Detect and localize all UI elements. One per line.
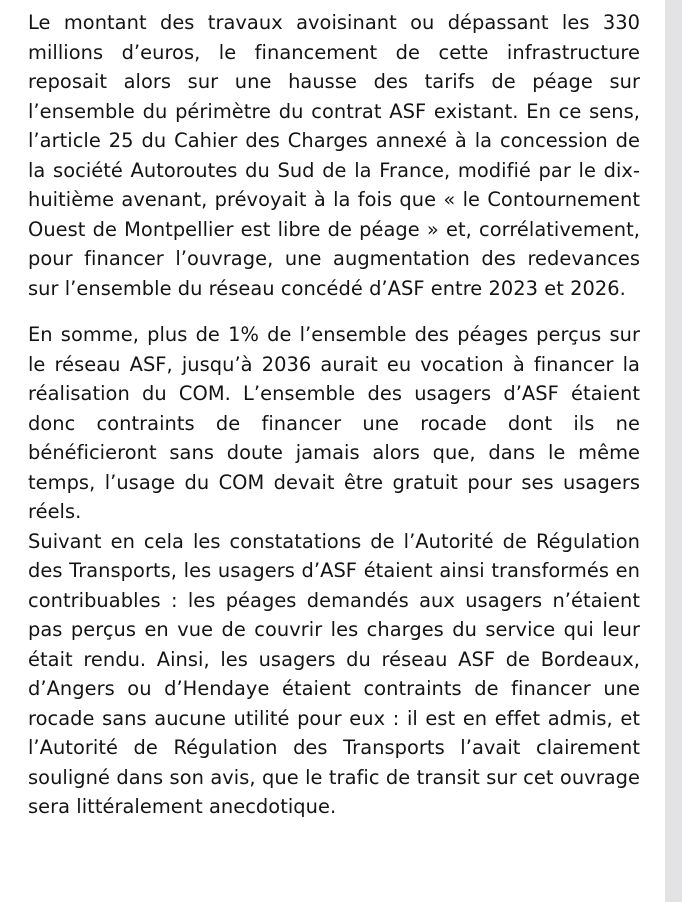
document-text	[28, 8, 640, 822]
paragraph-2: En somme, plus de 1% de l’ensemble des péages perçus sur le réseau ASF, jusqu’à 2036 aurait eu vocation à financer la réalisation du COM. L’ensemble des usagers d’ASF étaient donc contraints de financer une rocade dont ils ne bénéficieront sans doute jamais alors que, dans le même temps, l’usage du COM devait être gratuit pour ses usagers réels.	[28, 323, 640, 523]
scrollbar-track[interactable]	[665, 0, 682, 902]
paragraph-3: Suivant en cela les constatations de l’Autorité de Régulation des Transports, les usagers d’ASF étaient ainsi transformés en contribuables : les péages demandés aux usagers n’étaient pas perçus en vue de couvrir les charges du service qui leur était rendu. Ainsi, les usagers du réseau ASF de Bordeaux, d’Angers ou d’Hendaye étaient contraints de financer une rocade sans aucune utilité pour eux : il est en effet admis, et l’Autorité de Régulation des Transports l’avait clairement souligné dans son avis, que le trafic de transit sur cet ouvrage sera littéralement anecdotique.	[28, 529, 640, 818]
paragraph-1: Le montant des travaux avoisinant ou dépassant les 330 millions d’euros, le financement de cette infrastructure reposait alors sur une hausse des tarifs de péage sur l’ensemble du périmètre du contrat ASF existant. En ce sens, l’article 25 du Cahier des Charges annexé à la concession de la société Autoroutes du Sud de la France, modifié par le dix-huitième avenant, prévoyait à la fois que « le Contournement Ouest de Montpellier est libre de péage » et, corrélativement, pour financer l’ouvrage, une augmentation des redevances sur l’ensemble du réseau concédé d’ASF entre 2023 et 2026.	[28, 11, 640, 300]
